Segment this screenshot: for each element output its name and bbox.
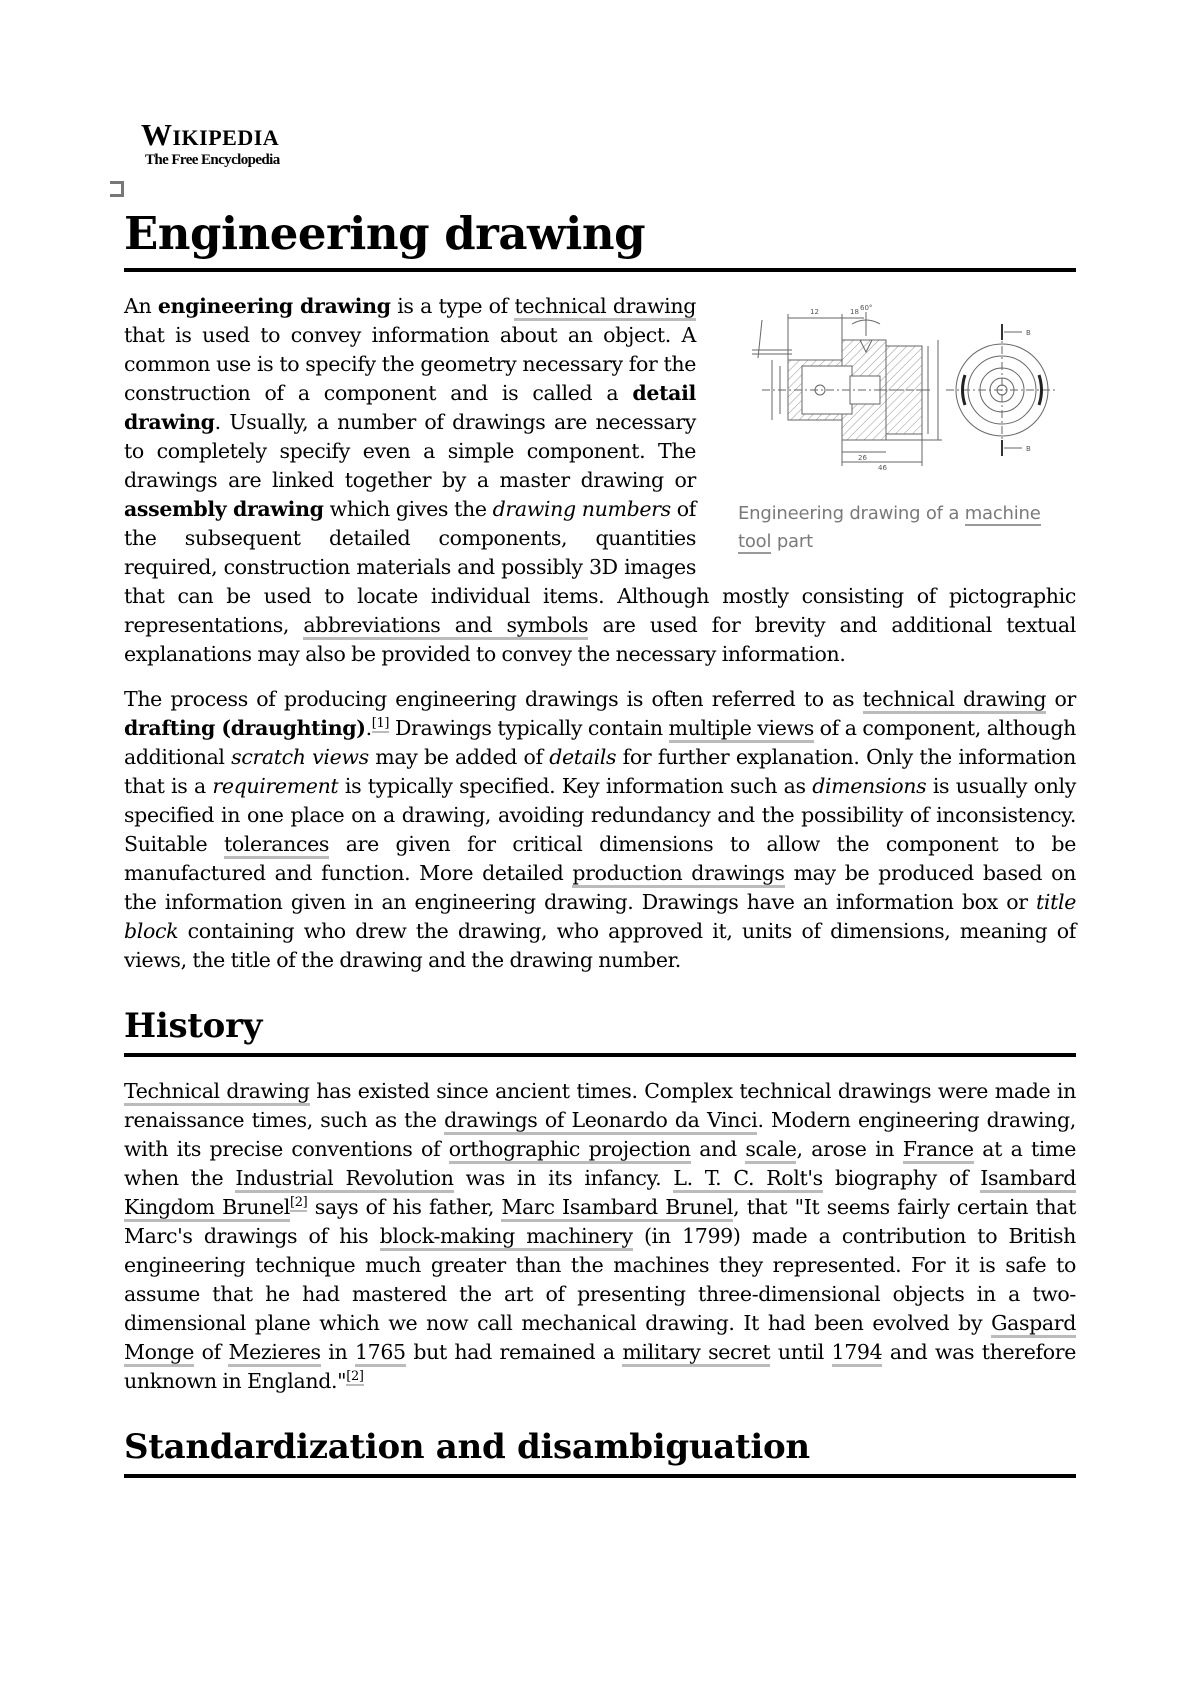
text: are given for critical dimensions to allow the component to be manufactured and function. More detailed — [124, 832, 1076, 885]
link-lt-c-rolt[interactable]: L. T. C. Rolt's — [673, 1166, 823, 1193]
broken-image-icon — [110, 181, 124, 197]
link-orthographic-projection[interactable]: orthographic projection — [449, 1137, 691, 1164]
reference-2b — [346, 1369, 363, 1386]
text: that is used to convey information about an object. A common use is to specify the geometry necessary for the construction of a component and is called a — [124, 323, 696, 405]
text: and was therefore unknown in England." — [124, 1340, 1076, 1393]
italic-term: scratch views — [231, 745, 369, 769]
text: or — [1046, 687, 1077, 711]
text: . Usually, a number of drawings are necessary to completely specify even a simple component. The drawings are linked together by a master drawing or — [124, 410, 696, 492]
italic-term: requirement — [212, 774, 339, 798]
text: which gives the — [323, 497, 493, 521]
link-drawings-of-leonardo[interactable]: drawings of Leonardo da Vinci — [444, 1108, 757, 1135]
bold-term: engineering drawing — [157, 294, 391, 318]
link-technical-drawing[interactable]: Technical drawing — [124, 1079, 310, 1106]
text: and — [690, 1137, 746, 1161]
logo-tagline: The Free Encyclopedia — [145, 152, 280, 168]
link-multiple-views[interactable]: multiple views — [669, 716, 814, 743]
wikipedia-logo[interactable] — [141, 118, 331, 169]
text: in — [320, 1340, 355, 1364]
link-block-making-machinery[interactable]: block-making machinery — [380, 1224, 633, 1251]
text: is typically specified. Key information such as — [338, 774, 813, 798]
link-abbreviations-and-symbols[interactable]: abbreviations and symbols — [303, 613, 588, 640]
bold-term: detail drawing — [124, 381, 696, 434]
italic-term: title block — [124, 890, 1076, 943]
caption-link-machine-tool[interactable]: machine tool — [738, 503, 1041, 552]
link-production-drawings[interactable]: production drawings — [572, 861, 784, 888]
figure-caption — [732, 500, 1076, 556]
link-gaspard-monge[interactable]: Gaspard Monge — [124, 1311, 1076, 1367]
text: is usually only specified in one place on a drawing, avoiding redundancy and the possibility of inconsistency. Suitable — [124, 774, 1076, 856]
text: says of his father, — [307, 1195, 502, 1219]
text: at a time when the — [124, 1137, 1076, 1190]
svg-text:B: B — [1026, 329, 1031, 337]
text: has existed since ancient times. Complex technical drawings were made in renaissance times, such as the — [124, 1079, 1076, 1132]
reference-1 — [372, 716, 389, 733]
reference-link-2[interactable]: [2] — [289, 1195, 308, 1210]
text: of a component, although additional — [124, 716, 1076, 769]
reference-2 — [290, 1195, 307, 1212]
text: was in its infancy. — [453, 1166, 674, 1190]
reference-link-1[interactable]: [1] — [371, 716, 390, 731]
section-heading-standardization: Standardization and disambiguation — [124, 1426, 1076, 1478]
caption-text: Engineering drawing of a — [738, 503, 965, 524]
svg-text:12: 12 — [810, 308, 819, 316]
link-isambard-kingdom-brunel[interactable]: Isambard Kingdom Brunel — [124, 1166, 1076, 1222]
text: , arose in — [796, 1137, 903, 1161]
svg-text:46: 46 — [878, 464, 887, 470]
text: are used for brevity and additional textual explanations may also be provided to convey the necessary information. — [124, 613, 1076, 666]
text: , that "It seems fairly certain that Marc's drawings of his — [124, 1195, 1077, 1248]
intro-paragraph-2 — [124, 685, 1076, 975]
logo-wordmark: Wikipedia — [141, 117, 280, 152]
text: for further explanation. Only the information that is a — [124, 745, 1076, 798]
svg-text:60°: 60° — [860, 304, 873, 312]
text: (in 1799) made a contribution to British engineering technique much greater than the machines they represented. For it is safe to assume that he had mastered the art of presenting three-dimensional objects in a two-dimensional plane which we now call mechanical drawing. It had been evolved by — [124, 1224, 1077, 1335]
svg-text:18: 18 — [850, 308, 859, 316]
svg-text:B: B — [1026, 445, 1031, 453]
article-content — [124, 200, 1076, 1478]
link-military-secret[interactable]: military secret — [622, 1340, 770, 1367]
italic-term: details — [549, 745, 617, 769]
caption-text-suffix: part — [771, 531, 813, 552]
text: of — [194, 1340, 229, 1364]
link-technical-drawing[interactable]: technical drawing — [514, 294, 696, 321]
reference-link-2[interactable]: [2] — [346, 1369, 364, 1384]
bold-term: drafting (draughting) — [124, 716, 366, 740]
figure-thumbnail — [732, 300, 1076, 556]
text: of the subsequent detailed components, quantities required, construction materials and possibly 3D images that can be used to locate individual items. Although mostly consisting of pictographic representations, — [124, 497, 1076, 637]
italic-term: dimensions — [812, 774, 927, 798]
text: but had remained a — [405, 1340, 623, 1364]
text: until — [770, 1340, 832, 1364]
link-1794[interactable]: 1794 — [832, 1340, 883, 1367]
text: Drawings typically contain — [389, 716, 669, 740]
text: biography of — [822, 1166, 981, 1190]
link-industrial-revolution[interactable]: Industrial Revolution — [235, 1166, 453, 1193]
section-heading-history: History — [124, 1005, 1076, 1057]
history-paragraph — [124, 1077, 1076, 1396]
link-1765[interactable]: 1765 — [355, 1340, 406, 1367]
italic-term: drawing numbers — [492, 497, 671, 521]
text: . — [365, 716, 372, 740]
link-technical-drawing[interactable]: technical drawing — [863, 687, 1046, 714]
text: may be added of — [368, 745, 550, 769]
engineering-drawing-image[interactable] — [732, 300, 1062, 470]
link-france[interactable]: France — [903, 1137, 974, 1164]
link-tolerances[interactable]: tolerances — [224, 832, 329, 859]
link-scale[interactable]: scale — [745, 1137, 796, 1164]
text: The process of producing engineering drawings is often referred to as — [124, 687, 863, 711]
svg-text:26: 26 — [858, 454, 867, 462]
text: containing who drew the drawing, who approved it, units of dimensions, meaning of views, the title of the drawing and the drawing number. — [124, 919, 1076, 972]
link-mezieres[interactable]: Mezieres — [228, 1340, 320, 1367]
text: . Modern engineering drawing, with its precise conventions of — [124, 1108, 1076, 1161]
text: An — [124, 294, 158, 318]
link-marc-isambard-brunel[interactable]: Marc Isambard Brunel — [501, 1195, 733, 1222]
bold-term: assembly drawing — [124, 497, 324, 521]
page-title: Engineering drawing — [124, 206, 1076, 272]
text: may be produced based on the information given in an engineering drawing. Drawings have an information box or — [124, 861, 1077, 914]
text: is a type of — [390, 294, 515, 318]
